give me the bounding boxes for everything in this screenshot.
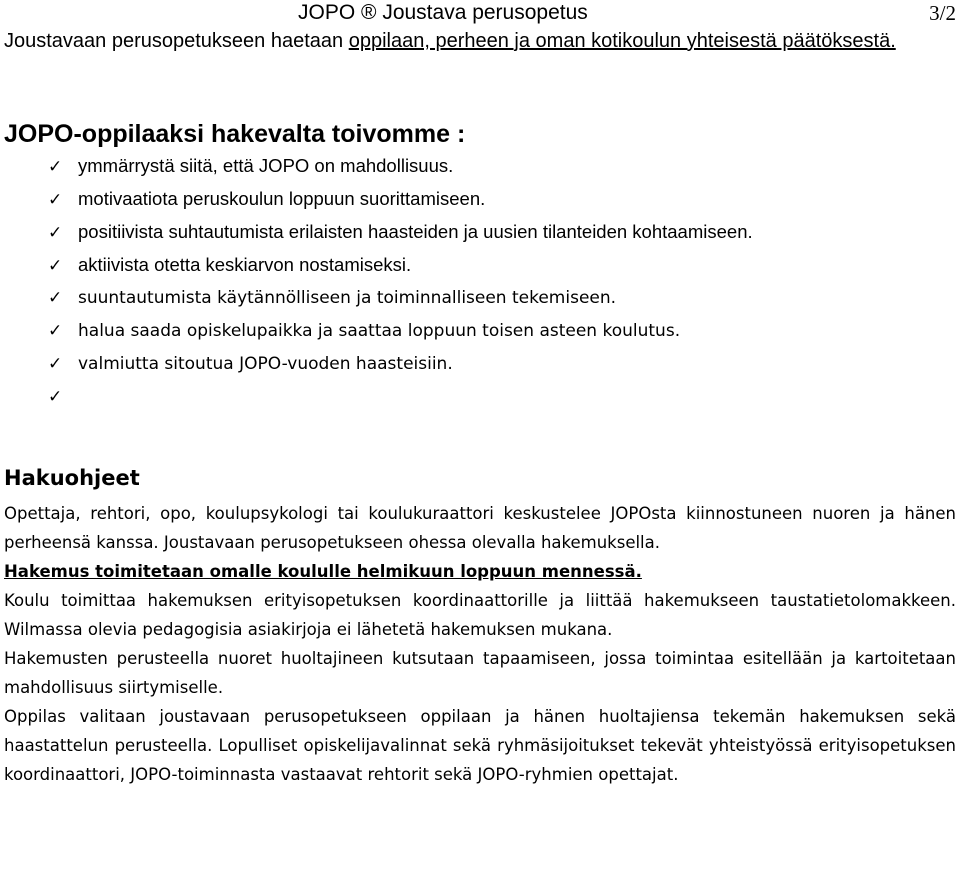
checkmark-icon: ✓ xyxy=(48,157,63,177)
page-header xyxy=(0,0,960,26)
expectations-checklist xyxy=(0,149,753,413)
checklist-item: ✓ motivaatiota peruskoulun loppuun suorittamiseen. xyxy=(0,182,753,215)
checkmark-icon: ✓ xyxy=(48,256,63,276)
checklist-item: ✓ ymmärrystä siitä, että JOPO on mahdollisuus. xyxy=(0,149,753,182)
document-title: JOPO ® Joustava perusopetus xyxy=(298,1,588,24)
section-heading-application-guide: Hakuohjeet xyxy=(4,466,140,490)
intro-paragraph xyxy=(4,27,944,55)
application-guide-body xyxy=(4,499,956,789)
checklist-item: ✓ valmiutta sitoutua JOPO-vuoden haasteisiin. xyxy=(0,347,753,380)
checkmark-icon: ✓ xyxy=(48,387,63,407)
checklist-item: ✓ suuntautumista käytännölliseen ja toiminnalliseen tekemiseen. xyxy=(0,281,753,314)
guide-paragraph: Hakemusten perusteella nuoret huoltajineen kutsutaan tapaamiseen, jossa toimintaa esitellään ja kartoitetaan mahdollisuus siirtymiselle. xyxy=(4,649,956,697)
checklist-item: ✓ aktiivista otetta keskiarvon nostamiseksi. xyxy=(0,248,753,281)
guide-paragraph: Opettaja, rehtori, opo, koulupsykologi tai koulukuraattori keskustelee JOPOsta kiinnostuneen nuoren ja hänen perheensä kanssa. Joustavaan perusopetukseen ohessa olevalla hakemuksella. xyxy=(4,504,956,552)
intro-underlined-text: oppilaan, perheen ja oman kotikoulun yhteisestä päätöksestä. xyxy=(348,30,896,52)
deadline-notice: Hakemus toimitetaan omalle koululle helmikuun loppuun mennessä. xyxy=(4,562,642,581)
intro-text: Joustavaan perusopetukseen haetaan xyxy=(4,30,349,52)
page-number: 3/2 xyxy=(929,1,956,25)
checkmark-icon: ✓ xyxy=(48,321,63,341)
guide-paragraph: Koulu toimittaa hakemuksen erityisopetuksen koordinaattorille ja liittää hakemukseen taustatietolomakkeen. Wilmassa olevia pedagogisia asiakirjoja ei lähetetä hakemuksen mukana. xyxy=(4,591,956,639)
checklist-item: ✓ halua saada opiskelupaikka ja saattaa loppuun toisen asteen koulutus. xyxy=(0,314,753,347)
checklist-item: ✓ positiivista suhtautumista erilaisten haasteiden ja uusien tilanteiden kohtaamiseen. xyxy=(0,215,753,248)
checkmark-icon: ✓ xyxy=(48,354,63,374)
checkmark-icon: ✓ xyxy=(48,223,63,243)
checklist-item xyxy=(0,380,753,413)
guide-paragraph: Oppilas valitaan joustavaan perusopetukseen oppilaan ja hänen huoltajiensa tekemän hakemuksen sekä haastattelun perusteella. Lopulliset opiskelijavalinnat sekä ryhmäsijoitukset tekevät yhteistyössä erityisopetuksen koordinaattori, JOPO-toiminnasta vastaavat rehtorit sekä JOPO-ryhmien opettajat. xyxy=(4,707,956,784)
checkmark-icon: ✓ xyxy=(48,288,63,308)
checkmark-icon: ✓ xyxy=(48,190,63,210)
section-heading-expectations: JOPO-oppilaaksi hakevalta toivomme : xyxy=(4,120,466,148)
